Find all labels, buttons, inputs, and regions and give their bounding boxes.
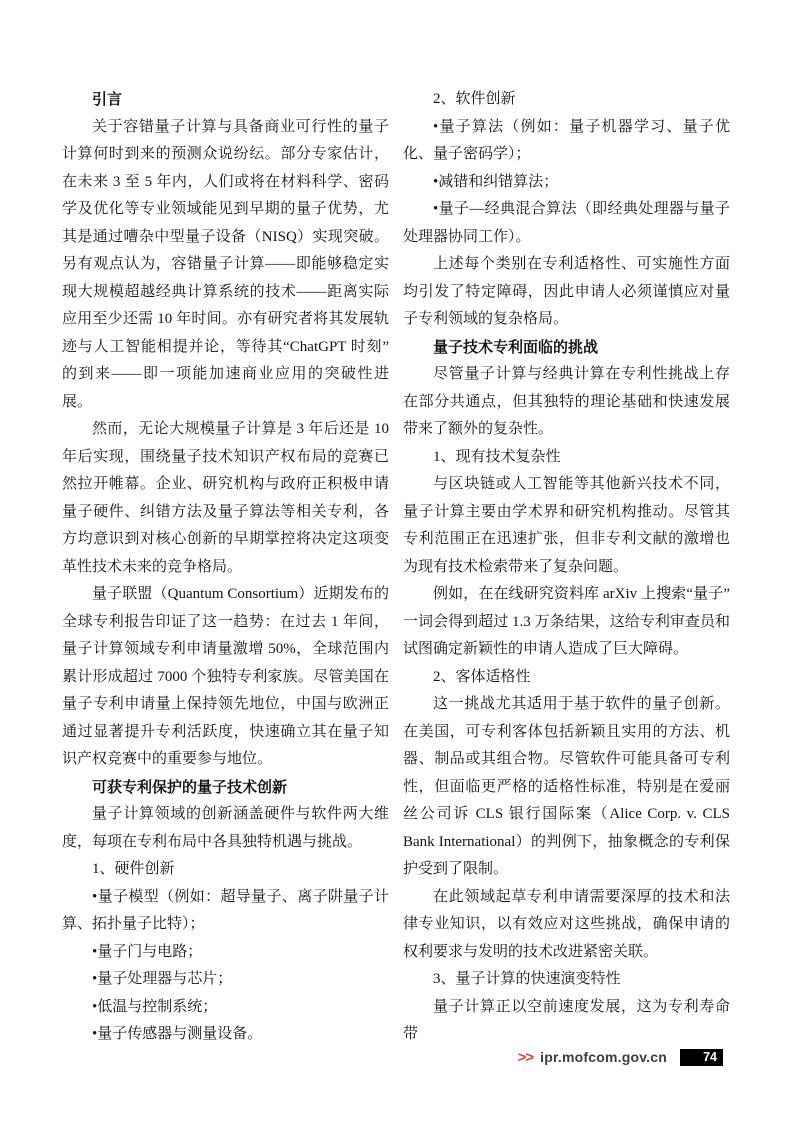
page-footer: [0, 1046, 723, 1068]
bullet-item: •减错和纠错算法；: [433, 173, 559, 190]
section-heading: 引言: [92, 91, 123, 108]
paragraph: 1、现有技术复杂性: [433, 448, 561, 465]
bullet-item: •量子处理器与芯片；: [92, 971, 233, 987]
section-heading: 可获专利保护的量子技术创新: [92, 778, 288, 796]
paragraph: 量子联盟（Quantum Consortium）近期发布的全球专利报告印证了这一趋势：在过去 1 年间，量子计算领域专利申请量激增 50%，全球范围内累计形成超过 7000 个独特专利家族。尽管美国在量子专利申请量上保持领先地位，中国与欧洲正通过显著提升专利活跃度，快速确立其在量子知识产权竞赛中的重要参与地位。: [62, 586, 389, 767]
bullet-item: •量子门与电路；: [92, 943, 203, 960]
paragraph: 2、客体适格性: [433, 668, 531, 685]
bullet-item: •量子传感器与测量设备。: [92, 1026, 263, 1042]
paragraph: 与区块链或人工智能等其他新兴技术不同，量子计算主要由学术界和研究机构推动。尽管其专利范围正在迅速扩张，但非专利文献的激增也为现有技术检索带来了复杂问题。: [403, 476, 730, 575]
bullet-item: •量子算法（例如：量子机器学习、量子优化、量子密码学）；: [403, 118, 730, 162]
right-column: [403, 86, 730, 1049]
bullet-item: •量子模型（例如：超导量子、离子阱量子计算、拓扑量子比特）；: [62, 888, 389, 932]
paragraph: 2、软件创新: [433, 91, 516, 107]
page-number-badge: 74: [680, 1049, 723, 1066]
paragraph: 然而，无论大规模量子计算是 3 年后还是 10 年后实现，围绕量子技术知识产权布局的竞赛已然拉开帷幕。企业、研究机构与政府正积极申请量子硬件、纠错方法及量子算法等相关专利，各方均意识到对核心创新的早期掌控将决定这项变革性技术未来的竞争格局。: [62, 421, 389, 575]
section-heading: 量子技术专利面临的挑战: [433, 338, 599, 356]
paragraph: 1、硬件创新: [92, 861, 175, 877]
paragraph: 上述每个类别在专利适格性、可实施性方面均引发了特定障碍，因此申请人必须谨慎应对量子专利领域的复杂格局。: [403, 256, 730, 327]
paragraph: 量子计算正以空前速度发展，这为专利寿命带: [403, 998, 730, 1042]
footer-url[interactable]: ipr.mofcom.gov.cn: [540, 1049, 667, 1065]
left-column: [62, 86, 389, 1049]
paragraph: 量子计算领域的创新涵盖硬件与软件两大维度，每项在专利布局中各具独特机遇与挑战。: [62, 806, 389, 850]
two-column-layout: [62, 86, 730, 1049]
paragraph: 尽管量子计算与经典计算在专利性挑战上存在部分共通点，但其独特的理论基础和快速发展带来了额外的复杂性。: [403, 366, 730, 437]
paragraph: 在此领域起草专利申请需要深厚的技术和法律专业知识，以有效应对这些挑战，确保申请的权利要求与发明的技术改进紧密关联。: [403, 888, 730, 960]
double-chevron-icon: >>: [517, 1048, 534, 1066]
paragraph: 这一挑战尤其适用于基于软件的量子创新。在美国，可专利客体包括新颖且实用的方法、机器、制品或其组合物。尽管软件可能具备可专利性，但面临更严格的适格性标准，特别是在爱丽丝公司诉 CLS 银行国际案（Alice Corp. v. CLS Bank International）的判例下，抽象概念的专利保护受到了限制。: [403, 696, 730, 877]
paragraph: 例如，在在线研究资料库 arXiv 上搜索“量子”一词会得到超过 1.3 万条结果，这给专利审查员和试图确定新颖性的申请人造成了巨大障碍。: [403, 586, 730, 657]
paragraph: 关于容错量子计算与具备商业可行性的量子计算何时到来的预测众说纷纭。部分专家估计，在未来 3 至 5 年内，人们或将在材料科学、密码学及优化等专业领域能见到早期的量子优势，尤其是通过嘈杂中型量子设备（NISQ）实现突破。另有观点认为，容错量子计算——即能够稳定实现大规模超越经典计算系统的技术——距离实际应用至少还需 10 年时间。亦有研究者将其发展轨迹与人工智能相提并论，等待其“ChatGPT 时刻”的到来——即一项能加速商业应用的突破性进展。: [62, 118, 389, 410]
bullet-item: •量子—经典混合算法（即经典处理器与量子处理器协同工作）。: [403, 201, 730, 245]
paragraph: 3、量子计算的快速演变特性: [433, 971, 621, 987]
bullet-item: •低温与控制系统；: [92, 998, 218, 1015]
